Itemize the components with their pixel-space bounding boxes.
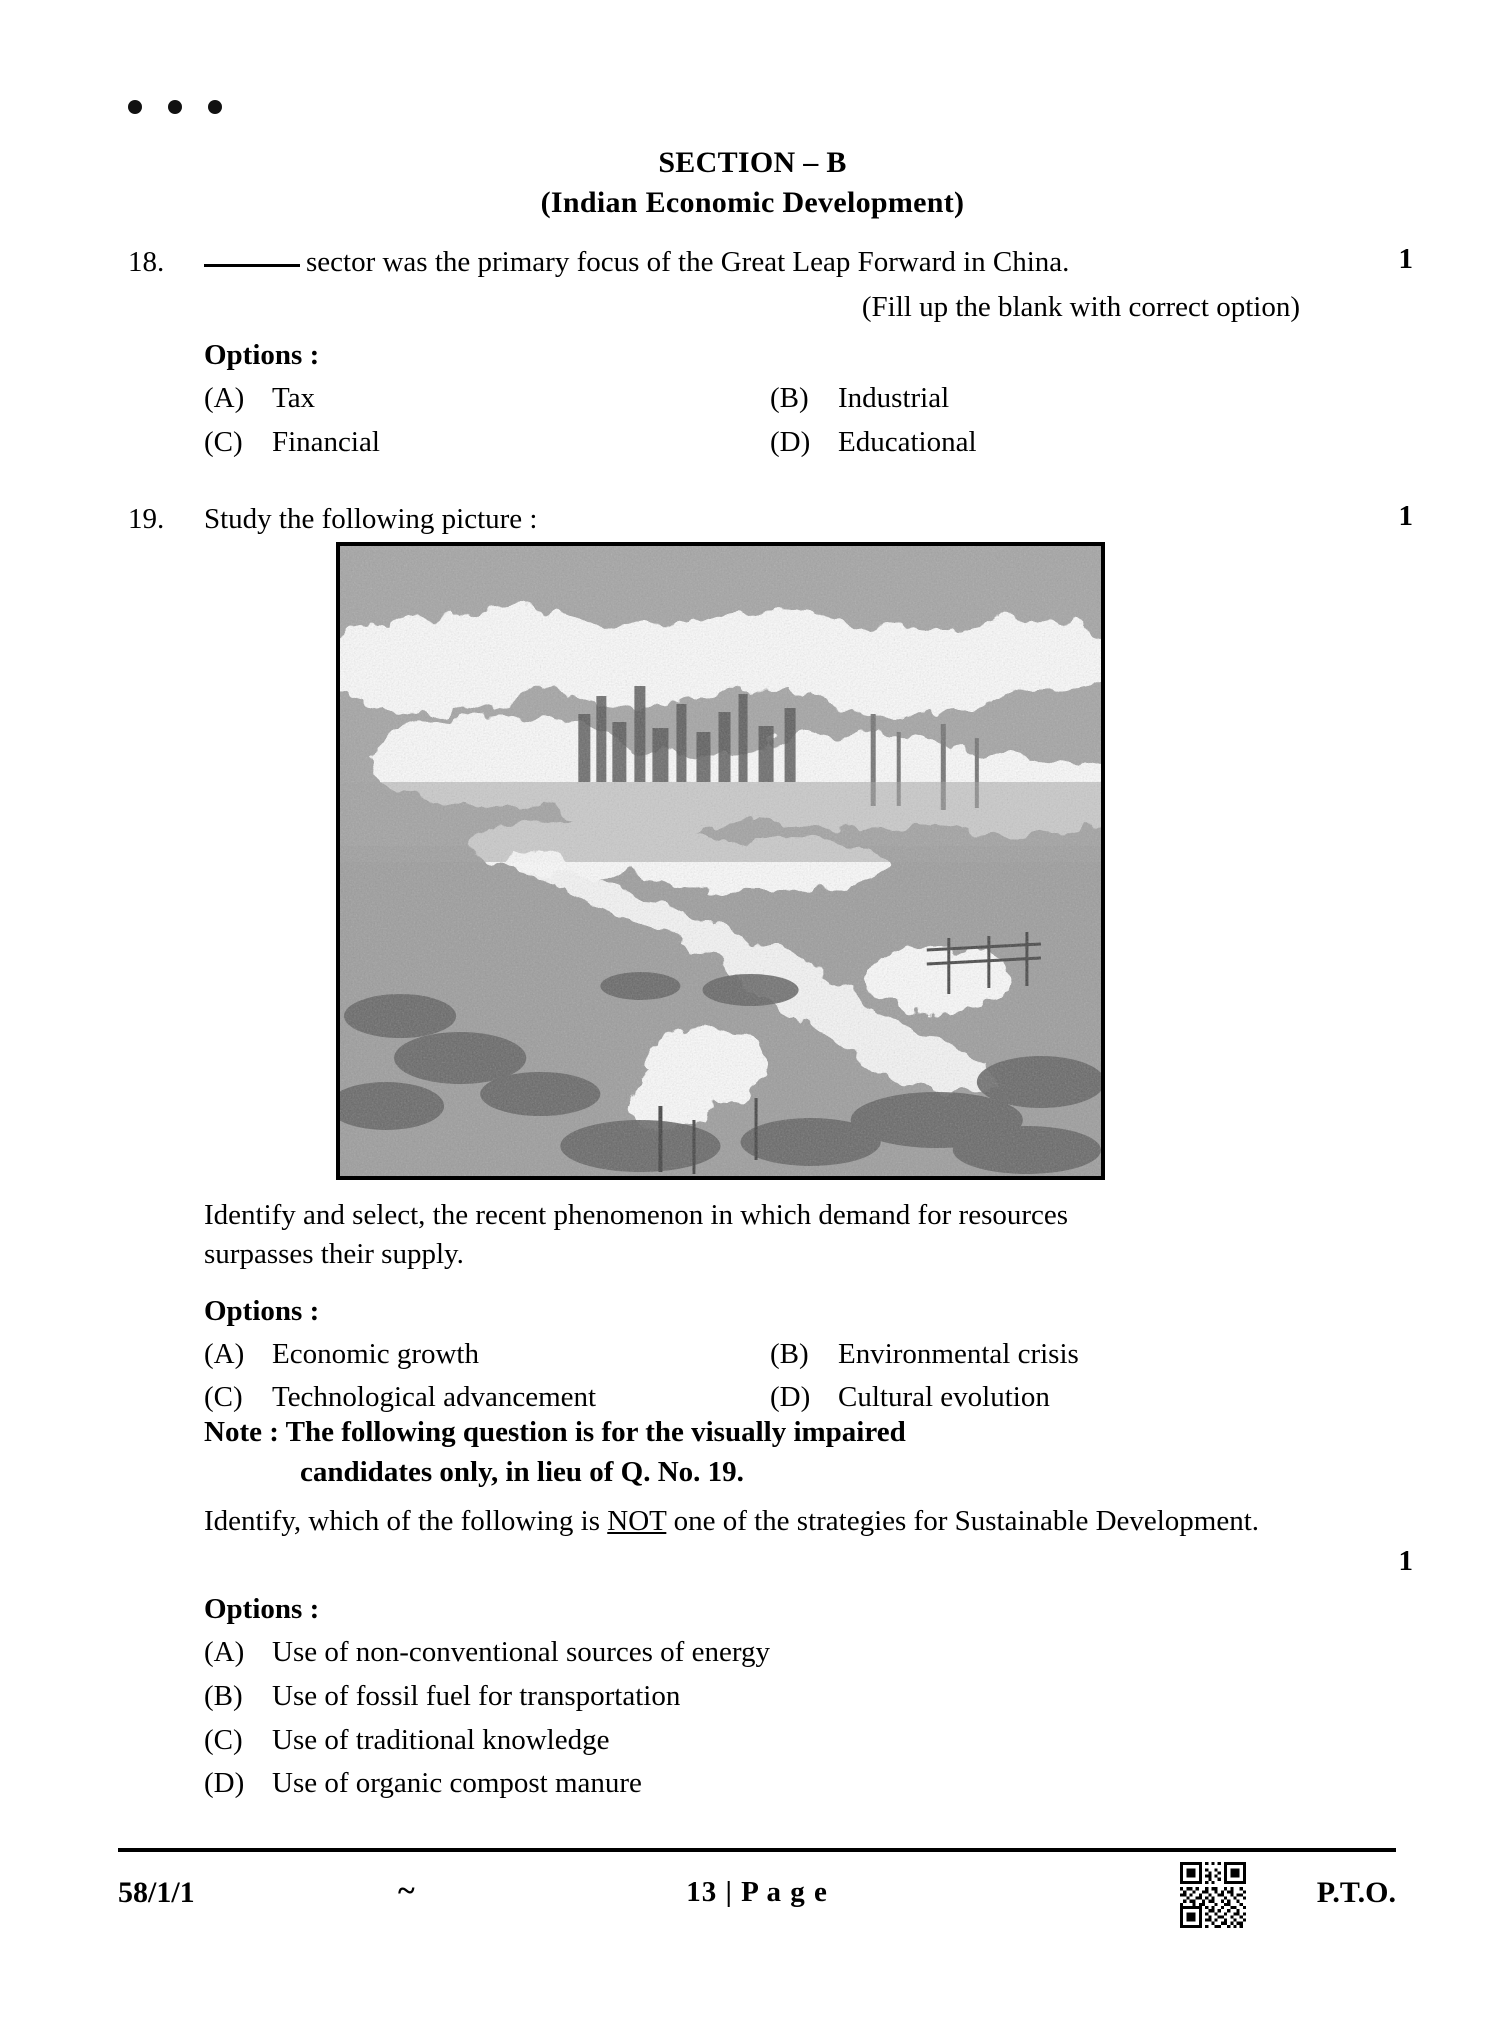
- page-footer: [118, 1862, 1396, 1934]
- vi-question-text-after: one of the strategies for Sustainable Development.: [666, 1505, 1260, 1537]
- option-d[interactable]: [204, 1764, 1308, 1803]
- vi-question-text: [204, 1502, 1298, 1541]
- question-19-number: 19.: [128, 503, 165, 535]
- pto-label: P.T.O.: [1316, 1876, 1396, 1909]
- option-d-key: (D): [770, 425, 811, 458]
- top-bullet-marks: [128, 100, 222, 114]
- fill-in-blank: [204, 264, 300, 267]
- option-b-key: (B): [770, 1337, 809, 1370]
- paper-code: 58/1/1: [118, 1876, 195, 1909]
- section-heading: [0, 144, 1505, 223]
- visually-impaired-note: [204, 1412, 1308, 1492]
- vi-question-text-before: Identify, which of the following is: [204, 1505, 608, 1537]
- option-d-text: Cultural evolution: [838, 1381, 1050, 1414]
- option-b-text: Use of fossil fuel for transportation: [272, 1679, 681, 1712]
- bullet-dot-icon: [208, 100, 222, 114]
- question-19-prompt-line-2: surpasses their supply.: [204, 1237, 464, 1270]
- option-a-text: Tax: [272, 381, 316, 414]
- option-b-text: Environmental crisis: [838, 1337, 1079, 1370]
- section-title: SECTION – B: [658, 146, 847, 179]
- option-a[interactable]: [204, 1335, 770, 1374]
- note-line-1: The following question is for the visually impaired: [285, 1416, 906, 1448]
- question-19-prompt-line-1: Identify and select, the recent phenomenon in which demand for resources: [204, 1199, 1069, 1231]
- option-c-key: (C): [204, 1723, 243, 1756]
- option-a-text: Economic growth: [272, 1337, 479, 1370]
- question-19-stem: Study the following picture :: [204, 503, 538, 535]
- option-b[interactable]: [770, 1335, 1308, 1374]
- option-a-text: Use of non-conventional sources of energy: [272, 1635, 770, 1668]
- options-label: Options :: [204, 1593, 320, 1625]
- option-a[interactable]: [204, 379, 770, 418]
- option-c-key: (C): [204, 425, 243, 458]
- question-18-number: 18.: [128, 246, 165, 278]
- bullet-dot-icon: [128, 100, 142, 114]
- option-b-key: (B): [770, 381, 809, 414]
- note-label: Note :: [204, 1416, 279, 1448]
- question-19-marks: 1: [1398, 500, 1413, 532]
- question-18-marks: 1: [1398, 243, 1413, 275]
- note-line-2: candidates only, in lieu of Q. No. 19.: [300, 1456, 744, 1489]
- tilde-mark: ~: [398, 1872, 415, 1908]
- option-c-text: Technological advancement: [272, 1381, 597, 1414]
- option-a-key: (A): [204, 381, 245, 414]
- options-label: Options :: [204, 339, 320, 371]
- option-b-text: Industrial: [838, 381, 950, 414]
- option-b[interactable]: [204, 1677, 1308, 1716]
- option-b[interactable]: [770, 379, 1308, 418]
- vi-question-options: [204, 1590, 1308, 1803]
- section-subtitle: (Indian Economic Development): [540, 186, 965, 220]
- vi-question-marks: 1: [1398, 1545, 1413, 1577]
- options-label: Options :: [204, 1294, 320, 1327]
- option-c[interactable]: [204, 423, 770, 462]
- question-18-instruction: (Fill up the blank with correct option): [861, 290, 1300, 323]
- footer-divider: [118, 1848, 1396, 1852]
- qr-code: [1180, 1862, 1246, 1928]
- vi-question-not-keyword: NOT: [607, 1505, 667, 1537]
- option-c-key: (C): [204, 1381, 243, 1414]
- question-18-options: [204, 336, 1308, 462]
- bullet-dot-icon: [168, 100, 182, 114]
- option-d-key: (D): [770, 1381, 811, 1414]
- option-c[interactable]: [204, 1721, 1308, 1760]
- question-19-prompt: [204, 1196, 1308, 1417]
- option-d-text: Educational: [838, 425, 977, 458]
- option-b-key: (B): [204, 1679, 243, 1712]
- industrial-pollution-picture: [336, 542, 1105, 1180]
- option-a-key: (A): [204, 1337, 245, 1370]
- option-a[interactable]: [204, 1633, 1308, 1672]
- option-d-key: (D): [204, 1767, 245, 1800]
- option-d[interactable]: [770, 423, 1308, 462]
- question-18-body: [204, 243, 1308, 327]
- option-d-text: Use of organic compost manure: [272, 1767, 642, 1800]
- option-c-text: Use of traditional knowledge: [272, 1723, 610, 1756]
- option-a-key: (A): [204, 1635, 245, 1668]
- page-number: 13 | P a g e: [686, 1876, 828, 1908]
- question-18-stem: sector was the primary focus of the Great Leap Forward in China.: [306, 246, 1070, 278]
- option-c-text: Financial: [272, 425, 380, 458]
